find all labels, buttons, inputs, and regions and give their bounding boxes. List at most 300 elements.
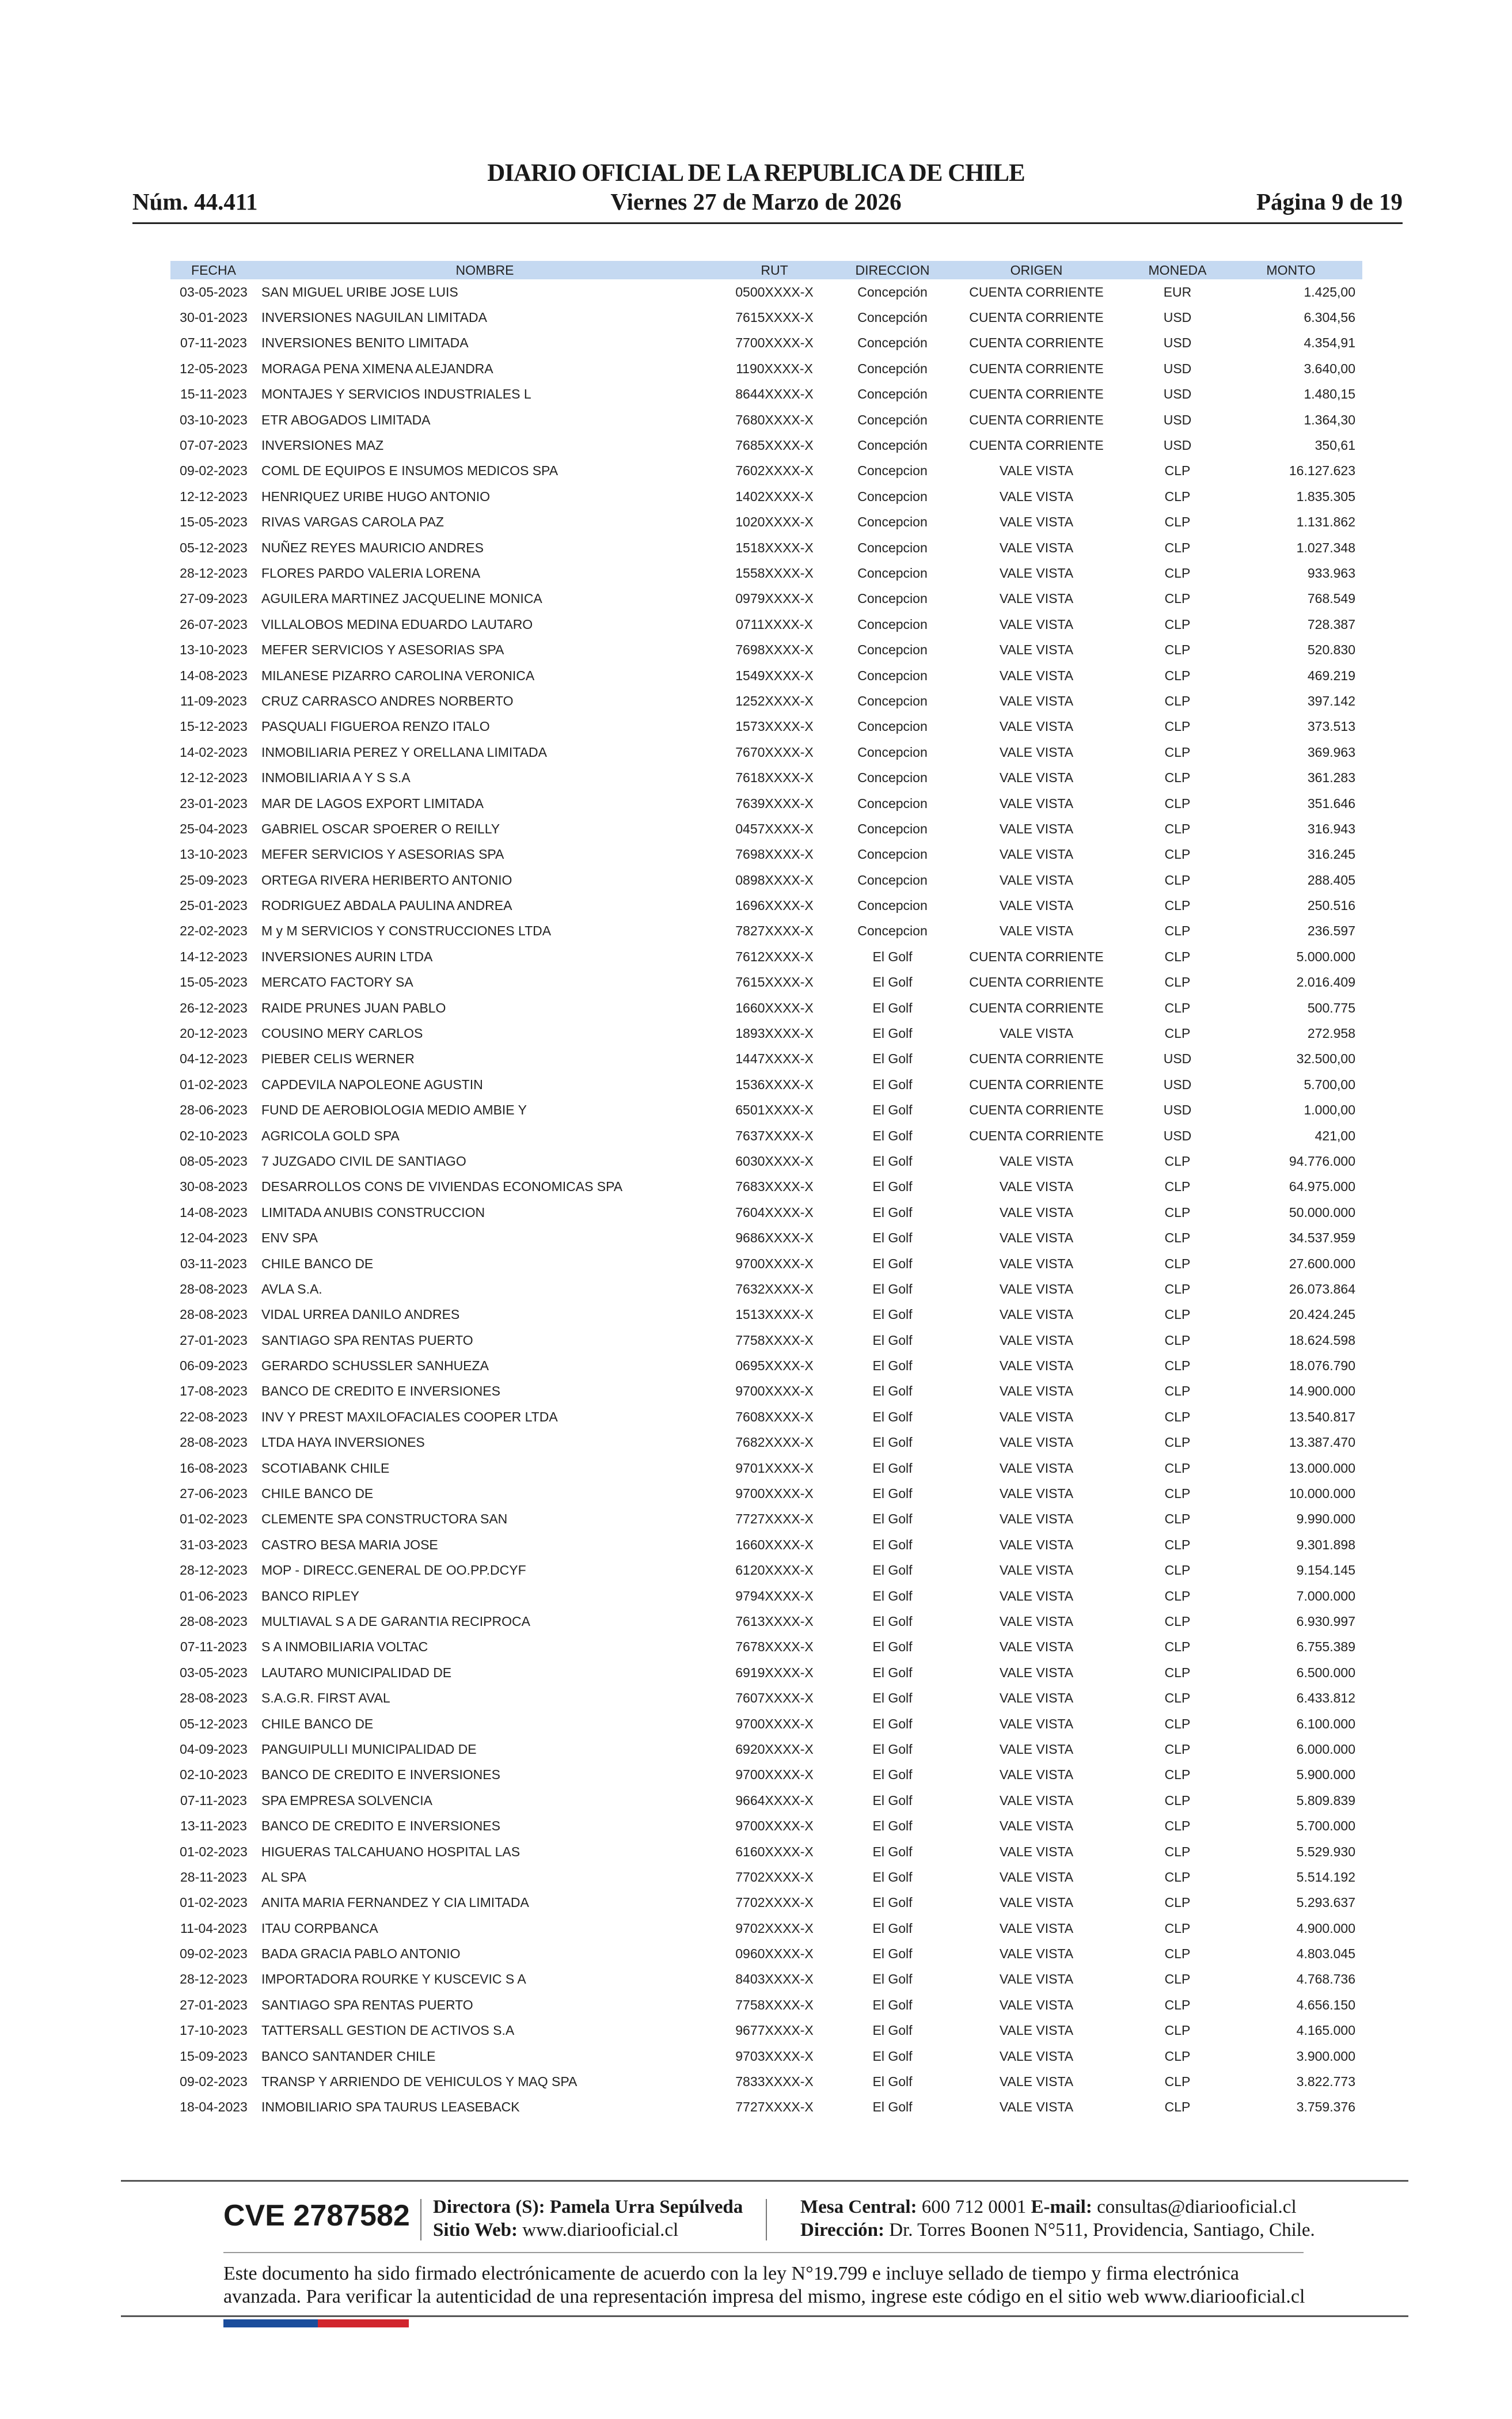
cell-nombre: TATTERSALL GESTION DE ACTIVOS S.A [261,2023,515,2038]
cell-nombre: AVLA S.A. [261,1281,322,1296]
cell-nombre: INVERSIONES MAZ [261,438,384,453]
cell-moneda: CLP [1164,591,1191,606]
cell-monto: 9.301.898 [1296,1537,1355,1552]
cell-moneda: CLP [1164,949,1191,964]
cell-rut: 7700XXXX-X [735,335,814,351]
cell-direccion: Concepcion [857,872,928,888]
cell-fecha: 05-12-2023 [180,1716,248,1731]
page-indicator: Página 9 de 19 [1256,188,1403,215]
cell-nombre: HIGUERAS TALCAHUANO HOSPITAL LAS [261,1844,521,1859]
cell-direccion: Concepcion [857,821,928,836]
cell-nombre: ORTEGA RIVERA HERIBERTO ANTONIO [261,872,512,888]
cell-moneda: CLP [1164,1869,1191,1885]
cell-fecha: 13-10-2023 [180,847,248,862]
table-row [170,458,1362,484]
cell-fecha: 28-12-2023 [180,565,248,581]
cell-rut: 1513XXXX-X [735,1307,814,1322]
cell-moneda: CLP [1164,1153,1191,1169]
cell-fecha: 17-10-2023 [180,2023,248,2038]
cell-rut: 7727XXXX-X [735,1511,814,1527]
cell-fecha: 28-06-2023 [180,1102,248,1118]
cell-rut: 9702XXXX-X [735,1920,814,1936]
cell-origen: VALE VISTA [999,1767,1074,1783]
cell-fecha: 03-05-2023 [180,284,248,299]
cell-fecha: 15-11-2023 [180,386,247,402]
cell-nombre: M y M SERVICIOS Y CONSTRUCCIONES LTDA [261,923,552,939]
table-row [170,1430,1362,1455]
cell-origen: CUENTA CORRIENTE [969,1051,1104,1067]
cell-monto: 2.016.409 [1296,975,1355,990]
cell-moneda: CLP [1164,1844,1191,1859]
cell-nombre: RIVAS VARGAS CAROLA PAZ [261,514,444,530]
table-row [170,1890,1362,1916]
cell-origen: VALE VISTA [999,642,1074,658]
cell-monto: 5.293.637 [1296,1895,1355,1910]
cell-fecha: 13-11-2023 [180,1818,247,1834]
col-header-nombre: NOMBRE [257,261,708,279]
cell-moneda: CLP [1164,1460,1191,1476]
cell-nombre: CLEMENTE SPA CONSTRUCTORA SAN [261,1511,508,1527]
cell-direccion: El Golf [872,1358,913,1374]
cell-origen: VALE VISTA [999,1716,1074,1731]
table-row [170,893,1362,918]
cell-nombre: BADA GRACIA PABLO ANTONIO [261,1946,461,1962]
cell-rut: 7632XXXX-X [735,1281,814,1296]
cell-moneda: CLP [1164,1818,1191,1834]
cell-moneda: CLP [1164,1435,1191,1450]
table-row [170,1788,1362,1813]
cell-origen: CUENTA CORRIENTE [969,1000,1104,1015]
cell-monto: 13.387.470 [1289,1435,1355,1450]
cell-monto: 9.990.000 [1296,1511,1355,1527]
cell-origen: VALE VISTA [999,719,1074,734]
cell-direccion: El Golf [872,1946,913,1962]
cell-origen: VALE VISTA [999,1153,1074,1169]
table-row [170,1047,1362,1072]
cell-origen: VALE VISTA [999,1614,1074,1629]
table-row [170,765,1362,790]
cell-direccion: Concepcion [857,719,928,734]
cell-fecha: 12-12-2023 [180,488,248,504]
table-row [170,279,1362,305]
cell-origen: VALE VISTA [999,463,1074,479]
table-row [170,919,1362,944]
cell-direccion: El Golf [872,1204,913,1220]
cell-direccion: El Golf [872,1435,913,1450]
cell-direccion: Concepcion [857,540,928,555]
cell-monto: 768.549 [1307,591,1355,606]
table-header-row [170,261,1362,279]
cell-nombre: MILANESE PIZARRO CAROLINA VERONICA [261,668,535,683]
cell-origen: VALE VISTA [999,872,1074,888]
cell-nombre: AL SPA [261,1869,306,1885]
col-header-origen: ORIGEN [944,261,1129,279]
cell-nombre: LTDA HAYA INVERSIONES [261,1435,425,1450]
cell-origen: VALE VISTA [999,693,1074,708]
cell-rut: 1893XXXX-X [735,1026,814,1041]
table-row [170,407,1362,433]
cell-fecha: 31-03-2023 [180,1537,248,1552]
footer-divider-top [121,2180,1408,2182]
cell-origen: VALE VISTA [999,1818,1074,1834]
flag-stripe-red [318,2319,409,2327]
cell-nombre: COUSINO MERY CARLOS [261,1026,423,1041]
cell-moneda: USD [1163,438,1192,453]
cell-direccion: El Golf [872,1920,913,1936]
cell-direccion: El Golf [872,1230,913,1246]
cell-rut: 8644XXXX-X [735,386,814,402]
cell-monto: 520.830 [1307,642,1355,658]
cell-fecha: 12-12-2023 [180,770,248,786]
cell-direccion: Concepción [857,284,928,299]
cell-monto: 27.600.000 [1289,1256,1355,1271]
cell-nombre: HENRIQUEZ URIBE HUGO ANTONIO [261,488,491,504]
cell-direccion: El Golf [872,1767,913,1783]
cell-fecha: 25-01-2023 [180,898,248,913]
email-value: consultas@diariooficial.cl [1097,2197,1297,2217]
cell-direccion: El Golf [872,1614,913,1629]
cell-monto: 288.405 [1307,872,1355,888]
cell-direccion: El Golf [872,949,913,964]
cell-direccion: El Golf [872,1869,913,1885]
cell-direccion: El Golf [872,975,913,990]
cell-fecha: 27-01-2023 [180,1332,248,1348]
cell-origen: VALE VISTA [999,795,1074,811]
cell-direccion: El Golf [872,1639,913,1655]
cell-nombre: FLORES PARDO VALERIA LORENA [261,565,481,581]
cell-rut: 1536XXXX-X [735,1076,814,1092]
cell-rut: 1660XXXX-X [735,1000,814,1015]
cell-moneda: CLP [1164,1946,1191,1962]
cell-direccion: Concepcion [857,923,928,939]
cell-direccion: El Golf [872,1997,913,2012]
legal-notice [223,2262,1317,2308]
cell-origen: VALE VISTA [999,2074,1074,2090]
cell-nombre: AGUILERA MARTINEZ JACQUELINE MONICA [261,591,542,606]
cell-monto: 1.835.305 [1296,488,1355,504]
col-header-rut: RUT [708,261,841,279]
cell-moneda: CLP [1164,1486,1191,1502]
table-row [170,1404,1362,1430]
cell-moneda: CLP [1164,1997,1191,2012]
cell-moneda: CLP [1164,1741,1191,1757]
col-header-fecha: FECHA [170,261,257,279]
cell-moneda: CLP [1164,923,1191,939]
cell-origen: VALE VISTA [999,1563,1074,1578]
cell-direccion: El Golf [872,1026,913,1041]
cell-direccion: El Golf [872,1537,913,1552]
cell-fecha: 30-08-2023 [180,1179,248,1195]
table-row [170,714,1362,740]
cell-origen: VALE VISTA [999,1639,1074,1655]
cell-direccion: El Golf [872,1076,913,1092]
website-label: Sitio Web: [433,2220,518,2240]
cell-monto: 316.943 [1307,821,1355,836]
cell-rut: 7670XXXX-X [735,744,814,760]
cell-nombre: MULTIAVAL S A DE GARANTIA RECIPROCA [261,1614,530,1629]
cell-monto: 3.822.773 [1296,2074,1355,2090]
cell-monto: 50.000.000 [1289,1204,1355,1220]
cell-fecha: 28-12-2023 [180,1971,248,1987]
cell-nombre: BANCO SANTANDER CHILE [261,2048,436,2064]
cell-origen: VALE VISTA [999,1230,1074,1246]
cell-rut: 8403XXXX-X [735,1971,814,1987]
cell-monto: 6.100.000 [1296,1716,1355,1731]
cell-direccion: Concepción [857,361,928,376]
table-row [170,1660,1362,1685]
table-row [170,1813,1362,1838]
cell-monto: 5.700.000 [1296,1818,1355,1834]
cell-rut: 7678XXXX-X [735,1639,814,1655]
cell-origen: VALE VISTA [999,1409,1074,1424]
cell-monto: 500.775 [1307,1000,1355,1015]
cell-moneda: CLP [1164,1588,1191,1603]
cve-code: CVE 2787582 [223,2199,410,2232]
cell-nombre: RAIDE PRUNES JUAN PABLO [261,1000,446,1015]
address-label: Dirección: [800,2220,885,2240]
cell-moneda: CLP [1164,1026,1191,1041]
cell-rut: 7615XXXX-X [735,310,814,325]
cell-rut: 0695XXXX-X [735,1358,814,1374]
cell-direccion: El Golf [872,2099,913,2115]
cell-direccion: El Golf [872,1281,913,1296]
cell-fecha: 09-02-2023 [180,463,248,479]
cell-rut: 6919XXXX-X [735,1665,814,1680]
cell-direccion: El Golf [872,1332,913,1348]
table-row [170,1072,1362,1097]
cell-rut: 0979XXXX-X [735,591,814,606]
cell-origen: VALE VISTA [999,1460,1074,1476]
cell-direccion: Concepcion [857,488,928,504]
cell-direccion: Concepcion [857,770,928,786]
director-label: Directora (S): [433,2197,545,2217]
footer-divider-bottom [121,2315,1408,2317]
cell-moneda: CLP [1164,1230,1191,1246]
cell-direccion: El Golf [872,1665,913,1680]
cell-nombre: LAUTARO MUNICIPALIDAD DE [261,1665,452,1680]
cell-moneda: CLP [1164,872,1191,888]
table-row [170,688,1362,714]
cell-origen: VALE VISTA [999,1256,1074,1271]
cell-monto: 5.529.930 [1296,1844,1355,1859]
contact-block [800,2196,1315,2242]
cell-nombre: NUÑEZ REYES MAURICIO ANDRES [261,540,484,555]
cell-origen: VALE VISTA [999,668,1074,683]
cell-monto: 6.433.812 [1296,1690,1355,1706]
cell-nombre: ITAU CORPBANCA [261,1920,378,1936]
cell-fecha: 28-08-2023 [180,1307,248,1322]
cell-nombre: INMOBILIARIO SPA TAURUS LEASEBACK [261,2099,520,2115]
mesa-label: Mesa Central: [800,2197,917,2217]
cell-origen: VALE VISTA [999,1844,1074,1859]
table-body [170,279,1362,2120]
cell-nombre: PANGUIPULLI MUNICIPALIDAD DE [261,1741,477,1757]
cell-direccion: Concepcion [857,744,928,760]
cell-direccion: El Golf [872,1741,913,1757]
cell-monto: 4.900.000 [1296,1920,1355,1936]
cell-direccion: El Golf [872,1383,913,1399]
cell-direccion: Concepción [857,335,928,351]
cell-monto: 373.513 [1307,719,1355,734]
cell-direccion: El Golf [872,1409,913,1424]
cell-fecha: 30-01-2023 [180,310,248,325]
cell-direccion: El Golf [872,2074,913,2090]
cell-fecha: 11-04-2023 [180,1920,247,1936]
cell-fecha: 07-07-2023 [180,438,248,453]
table-row [170,663,1362,688]
table-row [170,1481,1362,1506]
table-row [170,791,1362,816]
cell-rut: 7702XXXX-X [735,1869,814,1885]
cell-moneda: CLP [1164,1179,1191,1195]
cell-origen: VALE VISTA [999,1281,1074,1296]
cell-rut: 7618XXXX-X [735,770,814,786]
records-table [170,261,1362,2120]
cell-origen: VALE VISTA [999,1537,1074,1552]
cell-fecha: 01-02-2023 [180,1844,248,1859]
cell-rut: 9701XXXX-X [735,1460,814,1476]
cell-nombre: INVERSIONES NAGUILAN LIMITADA [261,310,487,325]
issue-number: Núm. 44.411 [132,188,258,215]
cell-rut: 7612XXXX-X [735,949,814,964]
cell-monto: 4.354,91 [1304,335,1355,351]
cell-rut: 7758XXXX-X [735,1332,814,1348]
cell-moneda: CLP [1164,1281,1191,1296]
cell-monto: 13.000.000 [1289,1460,1355,1476]
table-row [170,2018,1362,2043]
table-row [170,637,1362,662]
cell-nombre: MONTAJES Y SERVICIOS INDUSTRIALES L [261,386,531,402]
table-row [170,1353,1362,1378]
cell-nombre: MORAGA PENA XIMENA ALEJANDRA [261,361,493,376]
table-row [170,1839,1362,1864]
cell-moneda: CLP [1164,668,1191,683]
cell-moneda: CLP [1164,1307,1191,1322]
cell-origen: VALE VISTA [999,540,1074,555]
cell-moneda: USD [1163,361,1192,376]
cell-moneda: CLP [1164,1792,1191,1808]
cell-fecha: 25-09-2023 [180,872,248,888]
cell-rut: 0457XXXX-X [735,821,814,836]
cell-direccion: El Golf [872,1179,913,1195]
cell-rut: 1190XXXX-X [736,361,813,376]
cell-origen: VALE VISTA [999,591,1074,606]
cell-nombre: PASQUALI FIGUEROA RENZO ITALO [261,719,490,734]
cell-monto: 5.809.839 [1296,1792,1355,1808]
cell-rut: 7613XXXX-X [735,1614,814,1629]
cell-direccion: El Golf [872,1307,913,1322]
cell-moneda: CLP [1164,719,1191,734]
cell-direccion: Concepcion [857,642,928,658]
cell-moneda: CLP [1164,1358,1191,1374]
cell-moneda: EUR [1163,284,1192,299]
table-row [170,612,1362,637]
cell-fecha: 20-12-2023 [180,1026,248,1041]
cell-origen: VALE VISTA [999,898,1074,913]
mesa-value: 600 712 0001 [921,2197,1027,2217]
cell-fecha: 09-02-2023 [180,1946,248,1962]
cell-direccion: El Golf [872,2048,913,2064]
cell-monto: 18.076.790 [1289,1358,1355,1374]
cell-fecha: 13-10-2023 [180,642,248,658]
table-row [170,1302,1362,1328]
cell-monto: 5.000.000 [1296,949,1355,964]
table-row [170,560,1362,586]
cell-fecha: 27-06-2023 [180,1486,248,1502]
cell-fecha: 03-10-2023 [180,412,248,427]
cell-monto: 3.759.376 [1296,2099,1355,2115]
cell-fecha: 28-08-2023 [180,1435,248,1450]
cell-rut: 9700XXXX-X [735,1716,814,1731]
cell-rut: 0960XXXX-X [735,1946,814,1962]
cell-monto: 1.480,15 [1304,386,1355,402]
cell-fecha: 07-11-2023 [180,1639,247,1655]
cell-moneda: CLP [1164,1204,1191,1220]
cell-rut: 7685XXXX-X [735,438,814,453]
table-row [170,816,1362,841]
cell-nombre: MAR DE LAGOS EXPORT LIMITADA [261,795,484,811]
cell-origen: VALE VISTA [999,821,1074,836]
cell-nombre: CRUZ CARRASCO ANDRES NORBERTO [261,693,514,708]
cell-rut: 1696XXXX-X [735,898,814,913]
cell-nombre: SANTIAGO SPA RENTAS PUERTO [261,1997,473,2012]
cell-origen: CUENTA CORRIENTE [969,361,1104,376]
cell-fecha: 18-04-2023 [180,2099,248,2115]
cell-moneda: CLP [1164,1716,1191,1731]
table-row [170,1123,1362,1148]
cell-monto: 26.073.864 [1289,1281,1355,1296]
table-row [170,2043,1362,2069]
cell-fecha: 27-09-2023 [180,591,248,606]
cell-origen: CUENTA CORRIENTE [969,386,1104,402]
cell-origen: CUENTA CORRIENTE [969,412,1104,427]
cell-fecha: 04-09-2023 [180,1741,248,1757]
cell-rut: 7698XXXX-X [735,642,814,658]
table-row [170,1532,1362,1557]
cell-origen: VALE VISTA [999,1588,1074,1603]
cell-fecha: 01-06-2023 [180,1588,248,1603]
cell-moneda: CLP [1164,565,1191,581]
table-row [170,535,1362,560]
cell-nombre: DESARROLLOS CONS DE VIVIENDAS ECONOMICAS SPA [261,1179,623,1195]
table-row [170,1916,1362,1941]
cell-direccion: El Golf [872,1563,913,1578]
cell-fecha: 25-04-2023 [180,821,248,836]
cell-nombre: MERCATO FACTORY SA [261,975,413,990]
cell-moneda: USD [1163,1102,1192,1118]
cell-monto: 397.142 [1307,693,1355,708]
cell-direccion: El Golf [872,1511,913,1527]
cell-nombre: VILLALOBOS MEDINA EDUARDO LAUTARO [261,616,533,632]
cell-fecha: 02-10-2023 [180,1767,248,1783]
cell-origen: VALE VISTA [999,1895,1074,1910]
cell-direccion: El Golf [872,1690,913,1706]
header-divider [132,222,1403,224]
cell-fecha: 15-05-2023 [180,975,248,990]
table-row [170,2069,1362,2094]
cell-direccion: El Golf [872,1128,913,1143]
cell-origen: VALE VISTA [999,1204,1074,1220]
cell-moneda: CLP [1164,463,1191,479]
cell-moneda: USD [1163,1076,1192,1092]
table-row [170,484,1362,509]
cell-nombre: 7 JUZGADO CIVIL DE SANTIAGO [261,1153,466,1169]
cell-rut: 9677XXXX-X [735,2023,814,2038]
cell-moneda: CLP [1164,1690,1191,1706]
cell-nombre: FUND DE AEROBIOLOGIA MEDIO AMBIE Y [261,1102,527,1118]
cell-fecha: 26-07-2023 [180,616,248,632]
cell-nombre: S.A.G.R. FIRST AVAL [261,1690,390,1706]
